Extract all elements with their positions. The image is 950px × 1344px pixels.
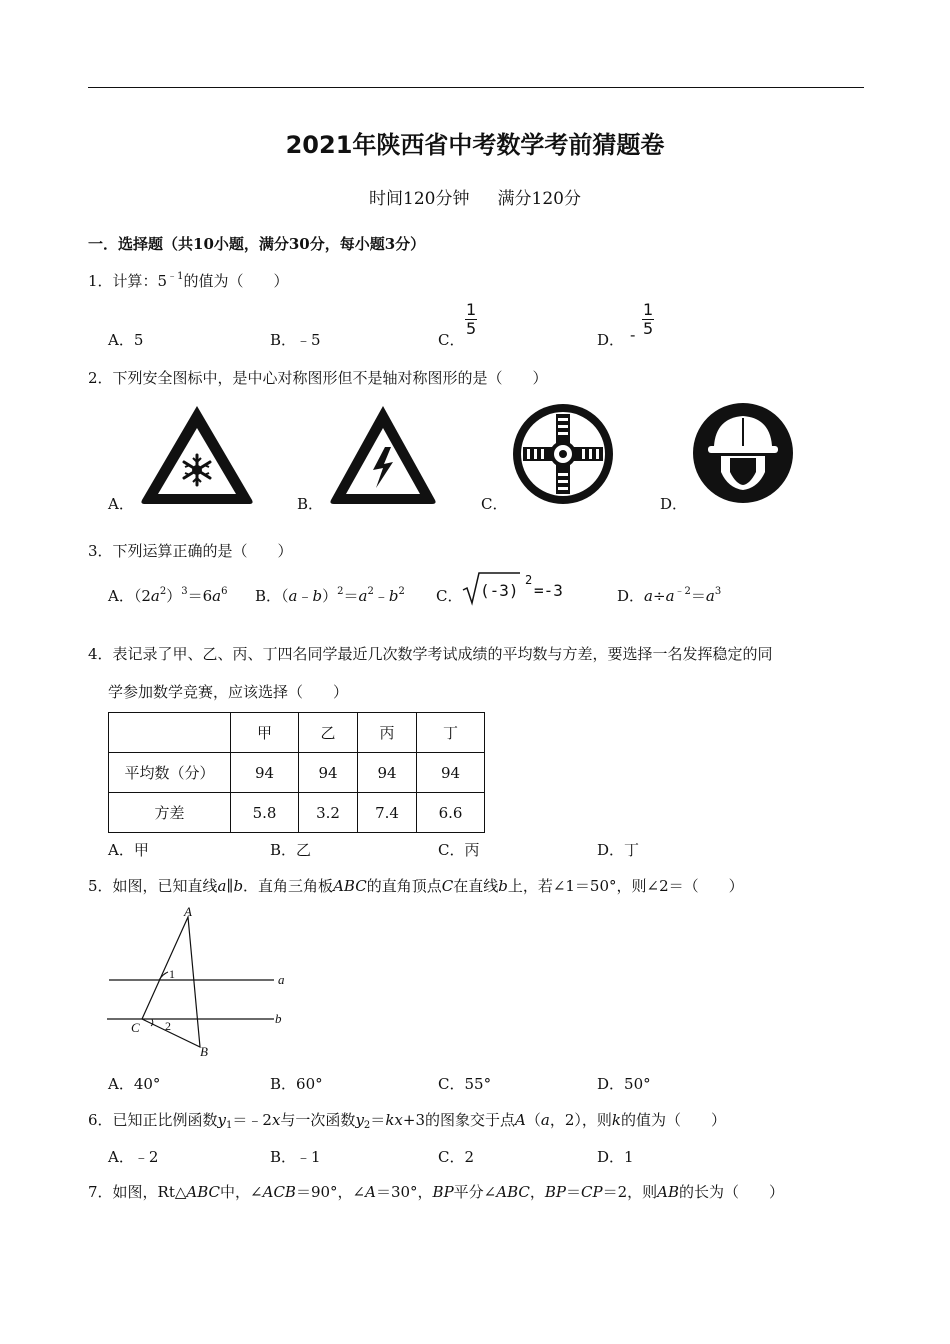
- q1-option-d-sign: -: [630, 326, 636, 344]
- label-a: a: [278, 972, 285, 987]
- radical-result: =-3: [534, 581, 563, 600]
- q3-option-b-label: B．: [255, 587, 282, 605]
- question-4-stem-line1: 4．表记录了甲、乙、丙、丁四名同学最近几次数学考试成绩的平均数与方差，要选择一名发挥稳定的同: [88, 645, 773, 663]
- table-cell: 方差: [109, 793, 231, 833]
- label-angle-1: 1: [169, 967, 175, 981]
- question-4-stem-line2: 学参加数学竞赛，应该选择（ ）: [108, 683, 349, 701]
- table-header-cell: 丁: [417, 713, 485, 753]
- q3-option-c-radical: [462, 570, 568, 606]
- q5-option-a[interactable]: A．40°: [108, 1075, 161, 1093]
- question-6-stem: 6．已知正比例函数$y_1=﹣2x$与一次函数$y_2=kx+3$的图象交于点A（a，2），则k的值为（ ）: [88, 1111, 726, 1131]
- q2-option-b[interactable]: B．: [297, 495, 324, 513]
- q1-stem-suffix: 的值为（ ）: [183, 272, 289, 290]
- q1-option-c-label[interactable]: C．: [438, 331, 465, 349]
- q2-option-a[interactable]: A．: [108, 495, 134, 513]
- q1-option-c-fraction: [465, 301, 477, 338]
- label-b: b: [275, 1011, 282, 1026]
- q4-option-a[interactable]: A．甲: [108, 841, 149, 859]
- label-C: C: [131, 1020, 140, 1035]
- exam-score: 满分120分: [497, 189, 581, 209]
- q3-option-d[interactable]: D．$a\div a^{﹣2}=a^3$: [617, 586, 722, 605]
- question-5-stem: 5．如图，已知直线a∥b．直角三角板ABC的直角顶点C在直线b上，若∠1＝50°，则∠2＝（ ）: [88, 877, 744, 895]
- q1-exponent: ﹣1: [167, 271, 184, 282]
- table-cell: 94: [231, 753, 299, 793]
- q6-option-c[interactable]: C．2: [438, 1148, 475, 1166]
- fraction-denominator: 5: [466, 319, 477, 338]
- score-table: [108, 712, 485, 833]
- table-header-row: [109, 713, 485, 753]
- q3-option-d-label: D．: [617, 587, 645, 605]
- triangle-abc: [142, 917, 200, 1047]
- table-header-cell: 乙: [299, 713, 358, 753]
- q3-option-b[interactable]: B．$(a﹣b)^2=a^2﹣b^2$: [255, 586, 405, 605]
- snowflake-warning-icon: [138, 402, 256, 506]
- table-cell: 3.2: [299, 793, 358, 833]
- q6-option-a[interactable]: A．﹣2: [108, 1148, 159, 1166]
- question-3-stem: 3．下列运算正确的是（ ）: [88, 542, 293, 560]
- fraction-numerator: 1: [643, 300, 654, 319]
- table-cell: 5.8: [231, 793, 299, 833]
- q1-option-a[interactable]: A．5: [108, 331, 144, 349]
- q6-option-b[interactable]: B．﹣1: [270, 1148, 321, 1166]
- question-1-stem: [88, 270, 288, 291]
- q1-stem-prefix: 1．计算：5: [88, 272, 168, 290]
- table-header-cell: 甲: [231, 713, 299, 753]
- q3-option-a-label: A．: [108, 587, 134, 605]
- q5-geometry-figure: [104, 904, 294, 1060]
- label-B: B: [200, 1044, 208, 1059]
- fraction-denominator: 5: [643, 319, 654, 338]
- q3-option-a[interactable]: A．$(2a^2)^3=6a^6$: [108, 586, 228, 605]
- q4-option-c[interactable]: C．丙: [438, 841, 480, 859]
- q4-option-b[interactable]: B．乙: [270, 841, 312, 859]
- page-title: 2021年陕西省中考数学考前猜题卷: [285, 131, 665, 159]
- label-A: A: [184, 904, 192, 919]
- exam-time: 时间120分钟: [369, 189, 470, 209]
- table-cell: 94: [299, 753, 358, 793]
- top-rule: [88, 87, 864, 88]
- table-cell: 6.6: [417, 793, 485, 833]
- table-header-cell: 丙: [358, 713, 417, 753]
- q1-option-d-fraction: [642, 301, 654, 338]
- table-row: [109, 753, 485, 793]
- q1-option-d-label[interactable]: D．: [597, 331, 625, 349]
- table-cell: 7.4: [358, 793, 417, 833]
- table-row: [109, 793, 485, 833]
- table-cell: 94: [358, 753, 417, 793]
- table-cell: 平均数（分）: [109, 753, 231, 793]
- table-header-cell: [109, 713, 231, 753]
- fraction-numerator: 1: [466, 300, 477, 319]
- q2-option-c[interactable]: C．: [481, 495, 508, 513]
- electric-warning-icon: [327, 402, 439, 506]
- q1-option-b[interactable]: B．﹣5: [270, 331, 321, 349]
- q5-option-b[interactable]: B．60°: [270, 1075, 323, 1093]
- table-cell: 94: [417, 753, 485, 793]
- fan-icon: [511, 402, 615, 506]
- q4-option-d[interactable]: D．丁: [597, 841, 640, 859]
- q5-option-d[interactable]: D．50°: [597, 1075, 651, 1093]
- q5-option-c[interactable]: C．55°: [438, 1075, 492, 1093]
- helmet-icon: [692, 402, 794, 504]
- q3-option-c-label[interactable]: C．: [436, 587, 463, 605]
- exam-info: [0, 184, 950, 209]
- q2-option-d[interactable]: D．: [660, 495, 688, 513]
- label-angle-2: 2: [165, 1019, 171, 1033]
- question-2-stem: 2．下列安全图标中，是中心对称图形但不是轴对称图形的是（ ）: [88, 369, 548, 387]
- radicand: (-3): [480, 581, 519, 600]
- section-heading: 一．选择题（共10小题，满分30分，每小题3分）: [88, 235, 426, 253]
- q6-option-d[interactable]: D．1: [597, 1148, 634, 1166]
- question-7-stem: 7．如图，Rt△ABC中，∠ACB＝90°，∠A＝30°，BP平分∠ABC，BP＝CP＝2，则AB的长为（ ）: [88, 1183, 785, 1201]
- radical-exponent: 2: [525, 573, 533, 587]
